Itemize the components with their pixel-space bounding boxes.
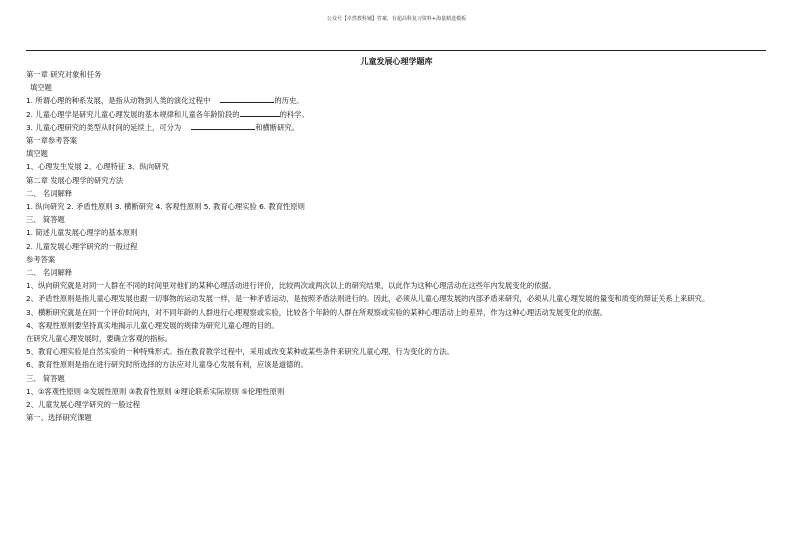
terms-list: 1. 纵向研究 2. 矛盾性原则 3. 横断研究 4. 客观性原则 5. 教育心理实验 6. 教育性原则 (26, 202, 305, 212)
document-body (26, 68, 766, 424)
question-2-text: 2. 儿童心理学是研究儿童心理发展的基本规律和儿童各年龄阶段的 (26, 109, 240, 119)
answer-blank-3 (191, 121, 255, 130)
answer-experiment: 5、教育心理实验是自然实验的一种特殊形式。指在教育教学过程中，采用或改变某种或某些条件来研究儿童心理、行为变化的方法。 (26, 347, 454, 357)
answer-longitudinal: 1、纵向研究就是对同一人群在不同的时间里对他们的某种心理活动进行评价，比较两次或两次以上的研究结果，以此作为这种心理活动在这些年内发展变化的依据。 (26, 281, 557, 291)
question-3-text: 3. 儿童心理研究的类型从时间的延续上，可分为 (26, 122, 182, 132)
chapter-1-answers-fill-heading: 填空题 (26, 149, 48, 159)
question-2 (26, 108, 766, 121)
question-3 (26, 121, 766, 134)
short-question-2: 2. 儿童发展心理学研究的一般过程 (26, 241, 138, 251)
chapter-1-answers: 1、心理发生发展 2、心理特征 3、纵向研究 (26, 162, 169, 172)
answer-contradiction: 2、矛盾性原则是指儿童心理发展也跟一切事物的运动发展一样，是一种矛盾运动，是按照矛盾法则进行的。因此，必须从儿童心理发展的内部矛盾来研究，必须从儿童心理发展的量变和质变的辩证关系上来研究。 (26, 294, 710, 304)
terms-heading: 二、 名词解释 (26, 188, 73, 198)
answer-objectivity: 4、客观性原则要坚持真实地揭示儿童心理发展的规律为研究儿童心理的目的。 (26, 320, 279, 330)
principles-list: 1、①客观性原则 ②发展性原则 ③教育性原则 ④理论联系实际原则 ⑤伦理性原则 (26, 386, 285, 396)
header-divider (26, 50, 766, 51)
answer-objectivity-cont: 在研究儿童心理发展时，要确立客观的指标。 (26, 334, 172, 344)
reference-terms-heading: 二、 名词解释 (26, 268, 73, 278)
question-3-tail: 和横断研究。 (255, 122, 299, 132)
short-question-1: 1. 简述儿童发展心理学的基本原则 (26, 228, 138, 238)
answer-cross-sectional: 3、横断研究就是在同一个评价时间内，对不同年龄的人群进行心理观察或实验，比较各个年龄的人群在所观察或实验的某种心理活动上的差异，作为这种心理活动发展变化的依据。 (26, 307, 608, 317)
reference-short-heading: 三、 简答题 (26, 373, 65, 383)
short-answer-heading: 三、 简答题 (26, 215, 65, 225)
chapter-1-answers-heading: 第一章参考答案 (26, 136, 78, 146)
question-1-text: 1. 所谓心理的种系发展，是指从动物到人类的演化过程中 (26, 96, 211, 106)
chapter-1-heading: 第一章 研究对象和任务 (26, 70, 102, 79)
research-step-1: 第一、选择研究课题 (26, 413, 92, 423)
question-1-tail: 的历史。 (274, 96, 304, 106)
page-header-note: 公众号【卓然教科辅】答案，有超高科复习资料+海量精选模板 (326, 16, 467, 22)
document-title: 儿童发展心理学题库 (360, 57, 433, 66)
reference-answers-heading: 参考答案 (26, 254, 56, 264)
answer-blank-2 (240, 108, 280, 117)
chapter-2-heading: 第二章 发展心理学的研究方法 (26, 175, 124, 185)
fill-blank-heading: 填空题 (30, 83, 52, 93)
answer-blank-1 (220, 94, 274, 103)
question-1 (26, 94, 766, 107)
answer-educational: 6、教育性原则是指在进行研究时所选择的方法应对儿童身心发展有利，应该是道德的。 (26, 360, 308, 370)
question-2-tail: 的科学。 (279, 109, 309, 119)
research-process: 2、儿童发展心理学研究的一般过程 (26, 400, 141, 410)
